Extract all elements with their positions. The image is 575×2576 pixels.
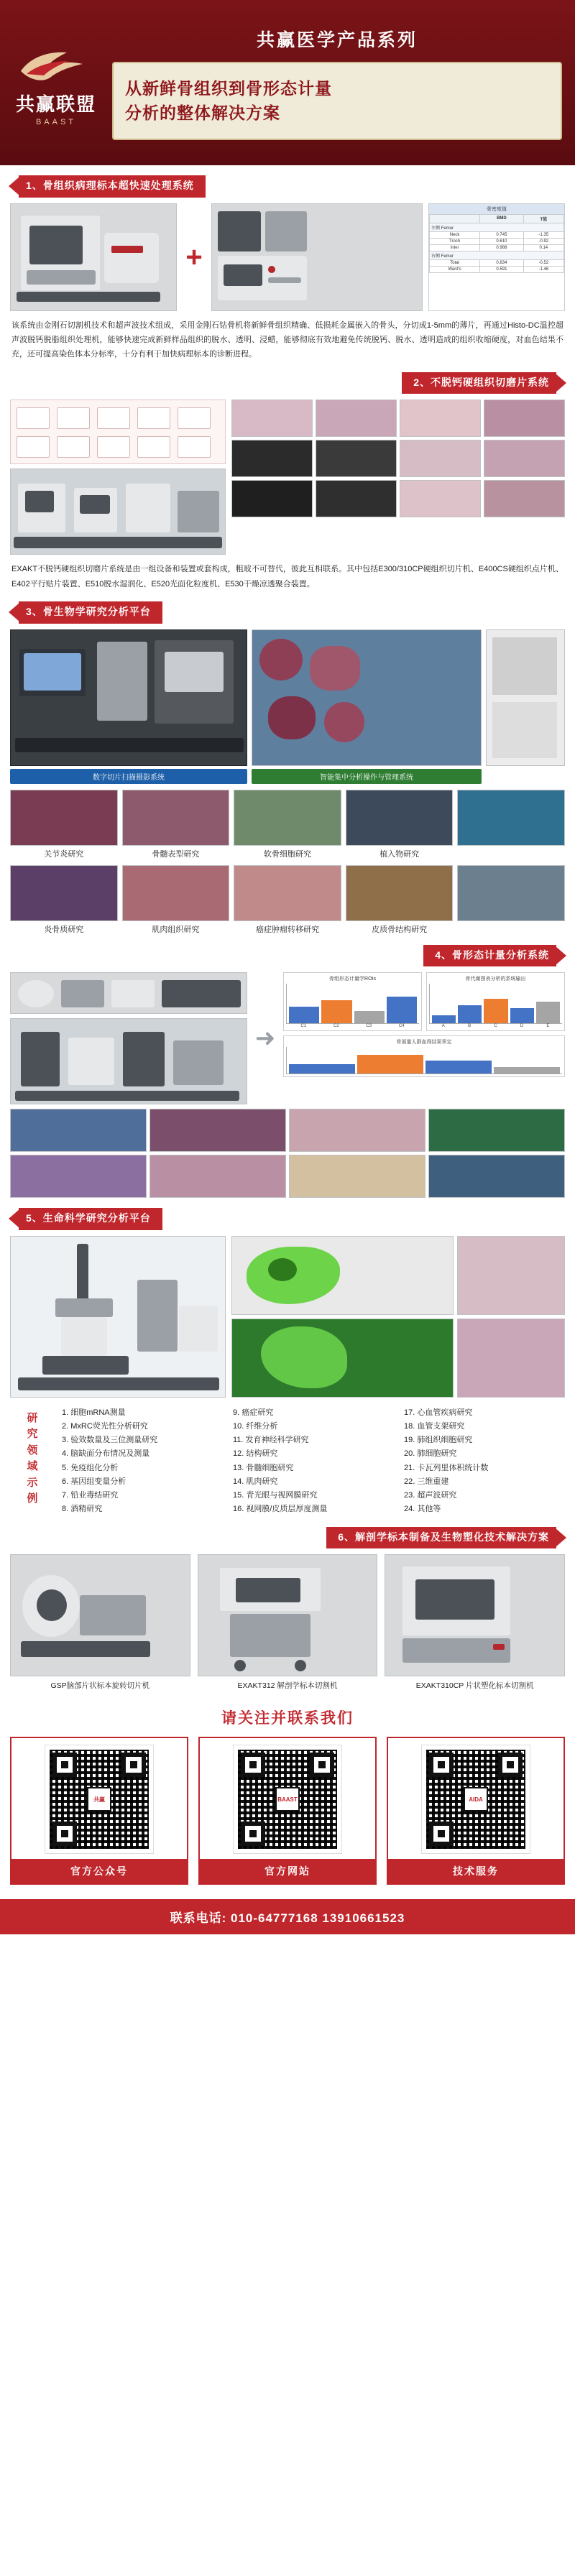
chart-tick: B [468,1024,472,1029]
photo-3d-model [231,1319,454,1398]
table-row [430,244,564,251]
list-item-label: 癌症研究 [242,1408,274,1417]
logo-text-cn: 共赢联盟 [15,93,96,115]
research-cell [346,790,454,859]
section-3-body [0,629,575,935]
bar-group [286,1047,562,1074]
qr-center-logo: AIDA [464,1787,488,1811]
list-item-label: 纤维分析 [246,1421,278,1431]
section-1-paragraph: 该系统由金刚石切割机技术和超声波技术组成，采用金刚石钻骨机将新鲜骨组织精确、低损耗金属嵌入的骨头，分切成1-5mm的薄片，再通过Histo-DC温控超声波脱钙脱脂组织处理机，能够快速完成新鲜样品组织的脱水、透明、浸蜡，能够彻底有效地避免传统脱钙、脱水、透明造成的组织收缩硬度，对血色结果不充，还可提高染色体本分标率，十分有利于加快病理标本的诊断进程。 [12,320,564,359]
research-caption: 植入物研究 [380,849,420,859]
chart-tick: C3 [366,1024,372,1029]
analysis-charts [283,972,565,1031]
list-item-label: 超声波研究 [417,1491,457,1500]
section-4-title [423,945,556,967]
qr-code-image [422,1745,530,1853]
list-item: 11. 发育神经科学研究 [233,1436,309,1445]
qr-card-support[interactable] [387,1737,565,1885]
arrow-right-icon [556,946,566,965]
contact-phone-bar: 联系电话: 010-64777168 13910661523 [0,1899,575,1934]
research-caption: 关节炎研究 [44,849,84,859]
table-row [430,231,564,238]
photo-tissue-section [457,1236,565,1315]
list-item-label: 其他等 [417,1505,441,1514]
bmd-cell: -1.35 [523,231,564,238]
list-item-label: 卡瓦列里体积统计数 [417,1463,489,1472]
bmd-cell: -1.46 [523,266,564,272]
section-header-2 [0,372,575,394]
headline-box [112,62,562,140]
research-caption: 肌肉组织研究 [152,925,200,934]
research-cell [457,865,565,935]
section-5-body [0,1236,575,1517]
photo-scan-overview [252,629,482,766]
photo-scanner-workstation [10,629,247,766]
follow-title: 请关注并联系我们 [221,1710,354,1727]
list-item: 17. 心血管疾病研究 [404,1408,473,1417]
section-2-paragraph: EXAKT不脱钙硬组织切磨片系统是由一组设备和装置或套构成，粗玻不可替代，彼此互相联系。其中包括E300/310CP硬组织切片机、E400CS硬组织点片机、E402平行贴片装置、E510脱水湿润化、E520光面化粒度机、E530干燥凉透聚合装置。 [12,565,564,588]
list-item: 1. 细胞mRNA测量 [62,1408,126,1417]
section-header-4 [0,945,575,967]
research-thumb [10,865,118,921]
chart-tick: E [546,1024,550,1029]
research-cell [234,865,341,935]
arrow-right-icon [556,374,566,392]
morphometry-thumb [289,1109,426,1152]
table-row [430,266,564,272]
research-fields-block [10,1406,565,1517]
section-6-label: 解剖学标本制备及生物塑化技术解决方案 [355,1531,549,1543]
photo-microscope-setup [10,1018,247,1104]
research-fields-columns [62,1406,565,1517]
section-3-index: 3、 [26,605,43,617]
chart-tick: C [494,1024,497,1029]
research-caption: 软骨细胞研究 [263,849,311,859]
section-1-title [19,175,206,198]
research-thumb [122,790,230,846]
photo-ultrasonic-processor [211,203,423,311]
qr-label: 官方公众号 [12,1859,187,1883]
section-4-body [0,972,575,1198]
list-item-label: 视网膜/皮质层厚度测量 [246,1505,328,1514]
histology-thumb [484,400,565,437]
headline-line-1: 从新鲜骨组织到骨形态计量 [125,78,332,98]
research-thumb [10,790,118,846]
bmd-cell: Total [430,259,480,266]
section-3-label: 骨生物学研究分析平台 [42,605,151,617]
eagle-logo-icon [17,47,96,88]
research-thumb [234,790,341,846]
research-cell [122,790,230,859]
bmd-table [429,204,564,273]
histology-thumb [484,480,565,517]
arrow-left-icon [9,177,19,195]
histology-thumb [316,400,397,437]
section-header-6 [0,1527,575,1549]
bmd-cell: 0.610 [480,238,523,244]
list-item-label: 验效数量及三位测量研究 [70,1436,158,1445]
list-item: 4. 脑缺面分布情况及测量 [62,1449,150,1459]
bmd-col-1: BMD [480,214,523,223]
list-item-label: 脑缺面分布情况及测量 [70,1449,150,1459]
research-caption: 皮质骨结构研究 [372,925,428,934]
product-caption: GSP脑部片状标本旋转切片机 [50,1681,150,1691]
section-2-label: 不脱钙硬组织切磨片系统 [431,376,549,388]
headline-line-2: 分析的整体解决方案 [125,103,280,122]
morphometry-thumb [10,1155,147,1198]
list-item-label: 肌肉研究 [246,1477,278,1486]
list-item: 23. 超声波研究 [404,1491,457,1500]
morphometry-thumb [150,1109,286,1152]
section-header-1 [0,175,575,198]
section-1-index: 1、 [26,180,43,191]
qr-label: 官方网站 [200,1859,375,1883]
section-header-5 [0,1208,575,1230]
product-card [198,1554,378,1691]
list-item: 15. 青光眼与视网膜研究 [233,1491,318,1500]
histology-thumb [484,440,565,477]
list-item-label: 心血管疾病研究 [417,1408,473,1417]
qr-label: 技术服务 [388,1859,564,1883]
section-5-title [19,1208,162,1230]
list-item: 16. 视网膜/皮质层厚度测量 [233,1505,328,1514]
chart-card [283,1035,565,1077]
photo-exakt312-cutter [198,1554,378,1676]
bmd-cell: Ward's [430,266,480,272]
research-cell [457,790,565,859]
list-item: 21. 卡瓦列里体积统计数 [404,1463,489,1472]
list-item: 9. 癌症研究 [233,1408,274,1417]
qr-card-website[interactable] [198,1737,377,1885]
research-grid-row-1 [10,790,565,859]
chart-card [283,972,422,1031]
poster-header [0,0,575,165]
research-thumb [234,865,341,921]
section-4-index: 4、 [435,948,452,961]
research-cell [234,790,341,859]
qr-code-image [234,1745,341,1853]
chart-tick: A [441,1024,445,1029]
research-fields-badge: 研 究 领 域 示 例 [27,1411,38,1505]
list-item-label: 肺组织细胞研究 [417,1436,473,1445]
list-item: 6. 基因组变量分析 [62,1477,126,1486]
photo-scan-detail [486,629,565,766]
bmd-cell: Troch [430,238,480,244]
list-item-label: 骨髓细胞研究 [246,1463,294,1472]
scan-system-caption: 数字切片扫描摄影系统 [10,769,247,784]
list-item: 12. 结构研究 [233,1449,278,1459]
bmd-col-2: T值 [523,214,564,223]
list-item: 19. 肺组织细胞研究 [404,1436,473,1445]
plus-sign: + [185,241,203,273]
chart-tick: C4 [398,1024,405,1029]
research-thumb [122,865,230,921]
list-item-label: 血管支架研究 [417,1421,465,1431]
list-item: 24. 其他等 [404,1505,441,1514]
chart-title: 骨组形态计量学ROIs [329,977,376,982]
list-item-label: 结构研究 [246,1449,278,1459]
research-caption: 炎骨质研究 [44,925,84,934]
bmd-col-0 [430,214,480,223]
bmd-table-panel [428,203,565,311]
research-cell [10,790,118,859]
list-item: 8. 酒精研究 [62,1505,103,1514]
research-grid-row-2 [10,865,565,935]
list-item: 18. 血管支架研究 [404,1421,465,1431]
list-item-label: 青光眼与视网膜研究 [246,1491,318,1500]
workflow-diagram [10,400,226,464]
section-1-body [0,203,575,362]
bmd-cell: 0.591 [480,266,523,272]
section-5-index: 5、 [26,1212,43,1224]
list-item: 3. 验效数量及三位测量研究 [62,1436,158,1445]
list-item: 22. 三维重建 [404,1477,449,1486]
research-caption: 骨髓表型研究 [152,849,200,859]
list-item-label: 细胞mRNA测量 [70,1408,126,1417]
list-item: 2. MxRC荧光性分析研究 [62,1421,148,1431]
product-caption: EXAKT310CP 片状塑化标本切割机 [415,1681,534,1691]
research-fields-col-2 [233,1406,394,1517]
histology-thumb [400,440,481,477]
chart-tick: C2 [333,1024,339,1029]
section-3-title [19,601,162,624]
qr-card-wechat[interactable] [10,1737,188,1885]
list-item-label: 三维重建 [417,1477,449,1486]
list-item: 20. 肺细胞研究 [404,1449,457,1459]
section-2-body [0,400,575,591]
histology-thumb [231,480,313,517]
product-card [385,1554,565,1691]
histology-thumb [400,480,481,517]
section-2-title [402,372,556,394]
bar-group [429,984,562,1024]
bmd-cell: 0.988 [480,244,523,251]
qr-center-logo: 共赢 [87,1787,111,1811]
section-6-body [0,1554,575,1691]
research-thumb [346,865,454,921]
chart-title: 骨代谢图表分析的系统输出 [465,977,526,982]
list-item: 10. 纤维分析 [233,1421,278,1431]
morphometry-thumb [10,1109,147,1152]
brand-logo [0,0,108,165]
bmd-cell: -0.92 [523,238,564,244]
morphometry-thumb [428,1109,565,1152]
qr-center-logo: BAAST [275,1787,300,1811]
photo-sample-strip [10,972,247,1014]
product-card [10,1554,190,1691]
product-caption: EXAKT312 解剖学标本切割机 [237,1681,338,1691]
qr-code-image [45,1745,153,1853]
table-row [430,238,564,244]
histology-thumb [316,440,397,477]
bmd-cell: Neck [430,231,480,238]
list-item-label: 免疫组化分析 [70,1463,119,1472]
histology-thumbnails [231,400,565,555]
research-thumb [346,790,454,846]
chart-title: 骨面量人群血得结果界定 [396,1040,452,1045]
flow-arrow-icon: ➜ [254,1025,276,1053]
research-thumb [457,865,565,921]
list-item-label: 铅业毒结研究 [70,1491,119,1500]
histology-thumb [231,400,313,437]
photo-histology-section [457,1319,565,1398]
histology-thumb [400,400,481,437]
section-5-label: 生命科学研究分析平台 [42,1212,151,1224]
analysis-system-caption: 智能集中分析操作与管理系统 [252,769,482,784]
chart-tick: D [520,1024,524,1029]
list-item-label: 基因组变量分析 [70,1477,126,1486]
arrow-right-icon [556,1528,566,1547]
research-caption: 癌症肿瘤转移研究 [255,925,319,934]
research-fields-col-1 [62,1406,223,1517]
list-item-label: 发育神经科学研究 [245,1436,309,1445]
chart-tick: C1 [300,1024,307,1029]
section-2-index: 2、 [413,376,431,388]
list-item-label: 酒精研究 [70,1505,103,1514]
section-1-label: 骨组织病理标本超快速处理系统 [42,180,194,191]
morphometry-thumbnails [10,1109,565,1198]
morphometry-thumb [289,1155,426,1198]
histology-thumb [231,440,313,477]
arrow-left-icon [9,603,19,622]
photo-diamond-saw [10,203,177,311]
list-item: 7. 铅业毒结研究 [62,1491,119,1500]
bmd-cell: 0.745 [480,231,523,238]
morphometry-thumb [150,1155,286,1198]
list-item: 5. 免疫组化分析 [62,1463,119,1472]
series-title: 共赢医学产品系列 [256,29,418,50]
morphometry-thumb [428,1155,565,1198]
chart-card [426,972,565,1031]
list-item: 14. 肌肉研究 [233,1477,278,1486]
section-6-title [326,1527,556,1549]
section-header-3 [0,601,575,624]
qr-row [0,1737,575,1885]
bar-group [286,984,419,1024]
list-item-label: MxRC荧光性分析研究 [70,1421,148,1431]
research-cell [346,865,454,935]
photo-stereology-system-diagram [10,1236,226,1398]
bmd-cell: Inter [430,244,480,251]
list-item: 13. 骨髓细胞研究 [233,1463,294,1472]
photo-3d-reconstruction-outline [231,1236,454,1315]
logo-text-en: BAAST [35,117,77,126]
research-fields-col-3 [404,1406,565,1517]
section-4-label: 骨形态计量分析系统 [452,948,549,961]
photo-exakt-lab-bench [10,468,226,555]
photo-exakt310cp-cutter [385,1554,565,1676]
section-6-index: 6、 [338,1531,355,1543]
table-row [430,259,564,266]
research-cell [122,865,230,935]
research-thumb [457,790,565,846]
arrow-left-icon [9,1209,19,1228]
bmd-group-1: 右侧 Femur [430,251,564,259]
research-cell [10,865,118,935]
bmd-table-caption: 骨密度值 [429,204,564,214]
histology-thumb [316,480,397,517]
bmd-cell: 0.14 [523,244,564,251]
bmd-group-0: 左侧 Femur [430,223,564,231]
bmd-cell: -0.52 [523,259,564,266]
photo-gsp-rotary-microtome [10,1554,190,1676]
bmd-cell: 0.834 [480,259,523,266]
list-item-label: 肺细胞研究 [417,1449,457,1459]
